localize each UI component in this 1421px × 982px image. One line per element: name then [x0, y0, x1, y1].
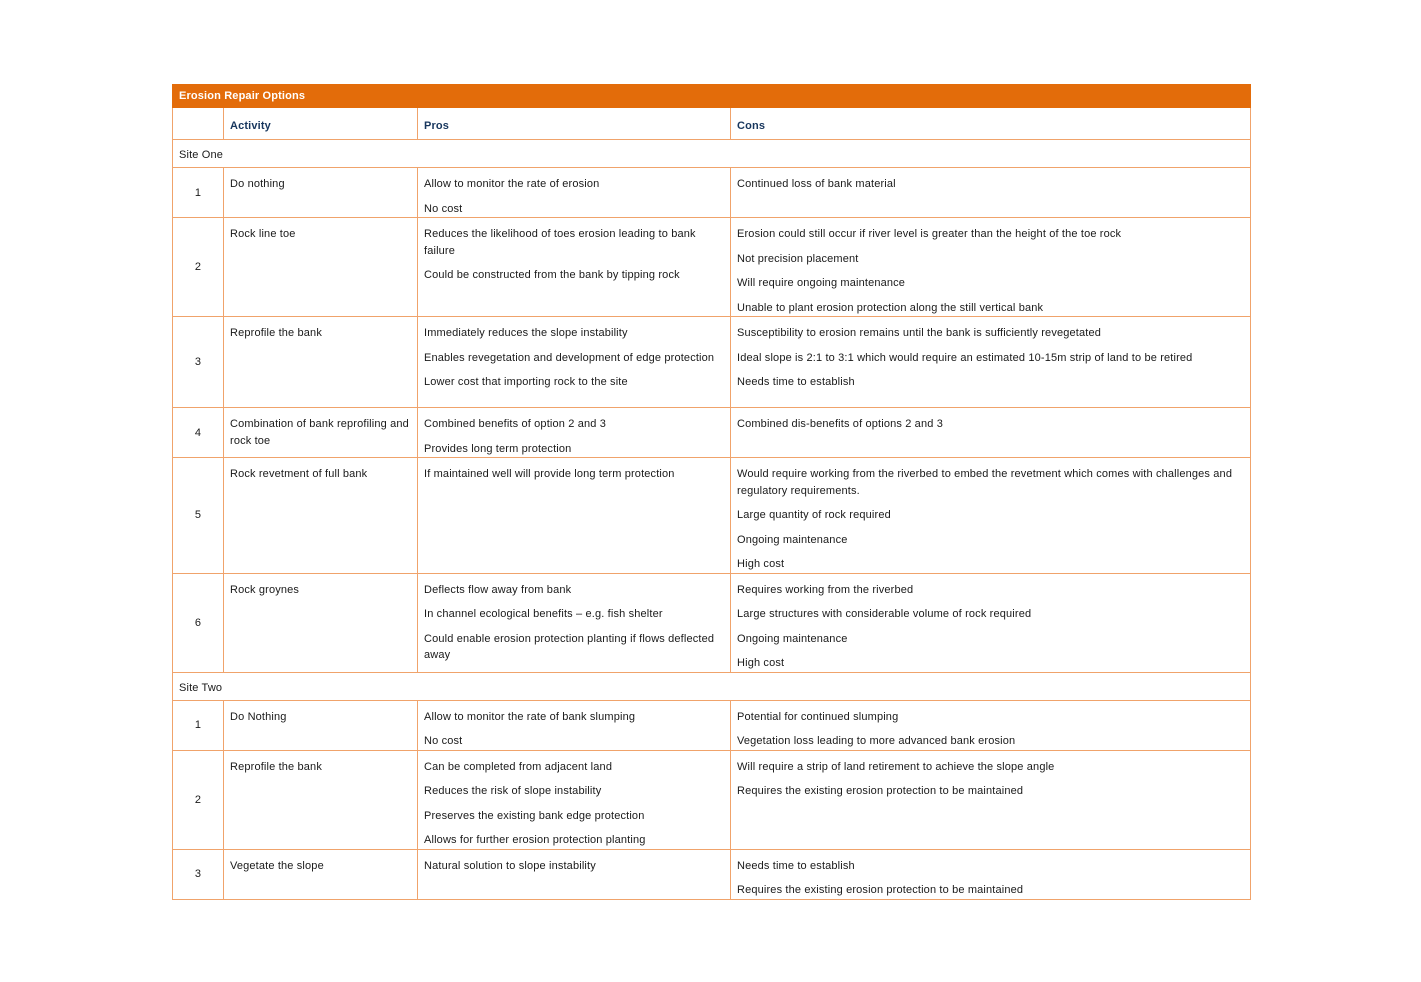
cons-item: Requires the existing erosion protection to be maintained: [737, 785, 1024, 797]
activity-text: Reprofile the bank: [230, 327, 322, 339]
option-number: 3: [173, 849, 224, 899]
cons-item: Ideal slope is 2:1 to 3:1 which would require an estimated 10-15m strip of land to be retired: [737, 351, 1193, 364]
option-number: 1: [173, 168, 224, 218]
pros-item: Could enable erosion protection planting if flows deflected away: [424, 632, 715, 661]
pros-cell: [418, 168, 731, 218]
pros-item: Can be completed from adjacent land: [424, 760, 613, 773]
activity-text: Rock line toe: [230, 228, 296, 240]
pros-item: No cost: [424, 735, 463, 747]
cons-item: Erosion could still occur if river level is greater than the height of the toe rock: [737, 228, 1122, 240]
header-activity: Activity: [224, 108, 418, 140]
cons-item: Ongoing maintenance: [737, 632, 848, 645]
table-row: [173, 218, 1251, 317]
activity-cell: [224, 317, 418, 408]
cons-cell: [731, 573, 1251, 672]
header-cons: Cons: [731, 108, 1251, 140]
activity-cell: [224, 750, 418, 849]
cons-cell: [731, 168, 1251, 218]
cons-item: Susceptibility to erosion remains until the bank is sufficiently revegetated: [737, 327, 1101, 339]
pros-item: Enables revegetation and development of edge protection: [424, 351, 715, 364]
site-two-row: [173, 672, 1251, 700]
cons-cell: [731, 408, 1251, 458]
pros-item: In channel ecological benefits – e.g. fish shelter: [424, 608, 663, 620]
pros-cell: [418, 458, 731, 574]
pros-item: Combined benefits of option 2 and 3: [424, 418, 606, 430]
table-row: [173, 700, 1251, 750]
activity-text: Combination of bank reprofiling and rock toe: [230, 418, 409, 447]
cons-item: Requires working from the riverbed: [737, 583, 914, 596]
activity-cell: [224, 218, 418, 317]
option-number: 6: [173, 573, 224, 672]
activity-text: Rock groynes: [230, 583, 300, 596]
header-num: [173, 108, 224, 140]
activity-cell: [224, 573, 418, 672]
cons-item: Needs time to establish: [737, 376, 855, 388]
activity-text: Do nothing: [230, 178, 285, 190]
cons-item: Continued loss of bank material: [737, 178, 896, 190]
cons-item: Large quantity of rock required: [737, 509, 891, 521]
pros-item: Deflects flow away from bank: [424, 583, 572, 596]
erosion-repair-table: [172, 84, 1251, 900]
cons-item: Will require a strip of land retirement to achieve the slope angle: [737, 760, 1055, 773]
header-row: [173, 108, 1251, 140]
activity-cell: [224, 168, 418, 218]
table-row: [173, 458, 1251, 574]
table-row: [173, 408, 1251, 458]
option-number: 2: [173, 218, 224, 317]
cons-item: Not precision placement: [737, 252, 859, 265]
activity-text: Do Nothing: [230, 710, 287, 723]
table-row: [173, 573, 1251, 672]
cons-cell: [731, 700, 1251, 750]
activity-text: Vegetate the slope: [230, 859, 324, 872]
cons-item: Large structures with considerable volume of rock required: [737, 608, 1032, 620]
cons-item: Will require ongoing maintenance: [737, 277, 906, 289]
pros-cell: [418, 218, 731, 317]
cons-cell: [731, 218, 1251, 317]
option-number: 5: [173, 458, 224, 574]
pros-item: Immediately reduces the slope instability: [424, 327, 628, 339]
cons-cell: [731, 458, 1251, 574]
pros-item: No cost: [424, 202, 463, 215]
option-number: 2: [173, 750, 224, 849]
site-one-label: Site One: [173, 140, 1251, 168]
cons-item: Ongoing maintenance: [737, 533, 848, 546]
activity-cell: [224, 458, 418, 574]
site-two-label: Site Two: [173, 672, 1251, 700]
table-row: [173, 849, 1251, 899]
cons-item: High cost: [737, 657, 785, 669]
pros-item: Reduces the likelihood of toes erosion leading to bank failure: [424, 228, 696, 257]
cons-item: Vegetation loss leading to more advanced bank erosion: [737, 735, 1016, 747]
cons-item: Needs time to establish: [737, 859, 855, 872]
pros-item: Could be constructed from the bank by tipping rock: [424, 269, 680, 281]
pros-cell: [418, 750, 731, 849]
cons-cell: [731, 317, 1251, 408]
cons-item: Unable to plant erosion protection along the still vertical bank: [737, 301, 1044, 314]
activity-cell: [224, 700, 418, 750]
pros-item: Allows for further erosion protection planting: [424, 834, 646, 846]
table-row: [173, 317, 1251, 408]
option-number: 1: [173, 700, 224, 750]
pros-item: Lower cost that importing rock to the site: [424, 376, 628, 388]
cons-item: Combined dis-benefits of options 2 and 3: [737, 418, 943, 430]
pros-item: If maintained well will provide long term protection: [424, 468, 675, 480]
header-pros: Pros: [418, 108, 731, 140]
cons-item: High cost: [737, 558, 785, 570]
pros-item: Natural solution to slope instability: [424, 859, 596, 872]
cons-cell: [731, 750, 1251, 849]
pros-cell: [418, 317, 731, 408]
pros-item: Allow to monitor the rate of bank slumping: [424, 710, 636, 723]
activity-cell: [224, 408, 418, 458]
cons-item: Requires the existing erosion protection to be maintained: [737, 884, 1024, 896]
pros-item: Allow to monitor the rate of erosion: [424, 178, 600, 190]
site-one-row: [173, 140, 1251, 168]
option-number: 4: [173, 408, 224, 458]
activity-text: Reprofile the bank: [230, 760, 322, 773]
pros-cell: [418, 700, 731, 750]
table-title: Erosion Repair Options: [173, 85, 1251, 108]
pros-item: Provides long term protection: [424, 442, 572, 455]
cons-item: Potential for continued slumping: [737, 710, 899, 723]
pros-item: Reduces the risk of slope instability: [424, 785, 602, 797]
table-row: [173, 168, 1251, 218]
pros-cell: [418, 849, 731, 899]
option-number: 3: [173, 317, 224, 408]
activity-cell: [224, 849, 418, 899]
activity-text: Rock revetment of full bank: [230, 468, 368, 480]
cons-cell: [731, 849, 1251, 899]
cons-item: Would require working from the riverbed to embed the revetment which comes with challenges and regulatory requirements.: [737, 468, 1233, 497]
pros-cell: [418, 573, 731, 672]
pros-item: Preserves the existing bank edge protection: [424, 809, 645, 822]
table-row: [173, 750, 1251, 849]
pros-cell: [418, 408, 731, 458]
